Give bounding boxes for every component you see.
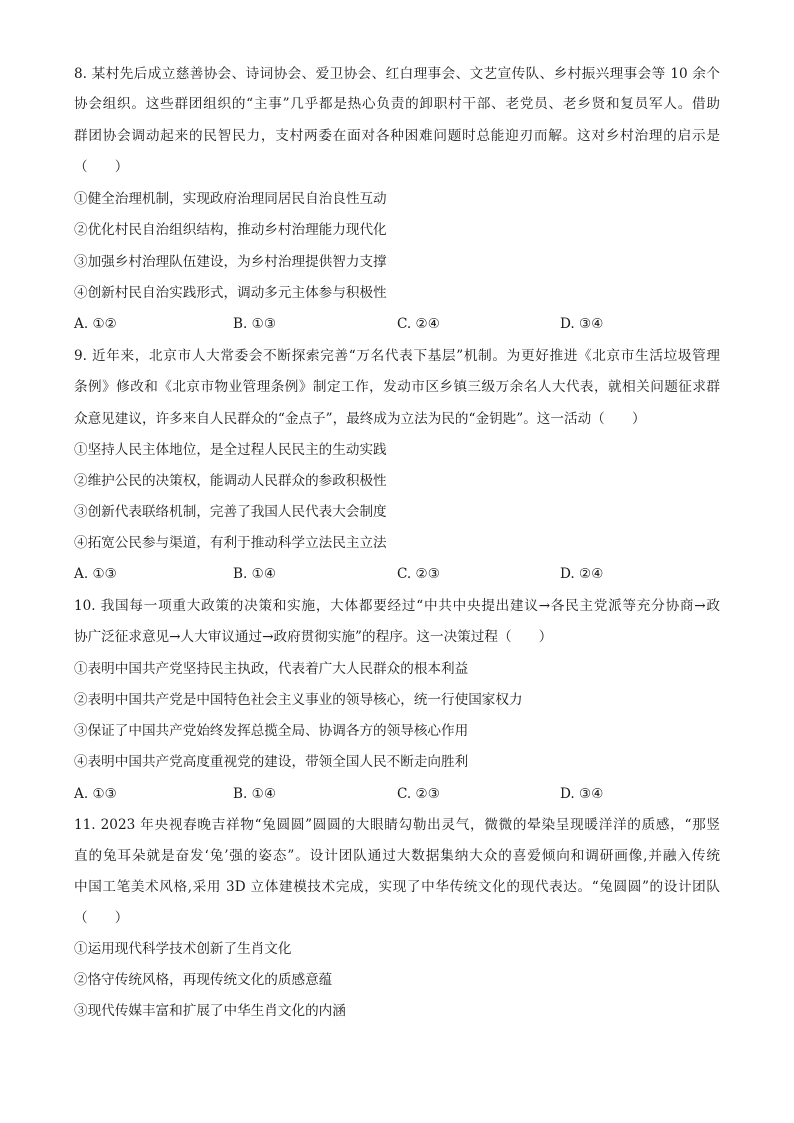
option-b[interactable]: B. ①④ [233,786,277,802]
question-stem-line: 众意见建议，许多来自人民群众的“金点子”，最终成为立法为民的“金钥匙”。这一活动（ ） [74,411,646,427]
option-a[interactable]: A. ①② [74,316,117,332]
statement-2: ②维护公民的决策权，能调动人民群众的参政积极性 [74,473,387,489]
statement-2: ②恪守传统风格，再现传统文化的质感意蕴 [74,972,333,988]
option-d[interactable]: D. ③④ [560,316,604,332]
question-stem-line: 直的兔耳朵就是奋发‘兔’强的姿态”。设计团队通过大数据集纳大众的喜爱倾向和调研画像,并融入传统 [74,848,720,864]
option-b[interactable]: B. ①③ [233,316,277,332]
statement-3: ③现代传媒丰富和扩展了中华生肖文化的内涵 [74,1003,346,1019]
answer-blank: （ ） [74,910,129,926]
question-stem-line: 11. 2023 年央视春晚吉祥物“兔圆圆”圆圆的大眼睛勾勒出灵气，微微的晕染呈现暖洋洋的质感，“那竖 [74,817,720,833]
answer-options [74,564,734,584]
option-a[interactable]: A. ①③ [74,566,117,582]
statement-4: ④创新村民自治实践形式，调动多元主体参与积极性 [74,285,387,301]
statement-1: ①表明中国共产党坚持民主执政，代表着广大人民群众的根本利益 [74,661,469,677]
question-stem-line: 中国工笔美术风格,采用 3D 立体建模技术完成，实现了中华传统文化的现代表达。“兔圆圆”的设计团队 [74,879,720,895]
question-stem-line: 条例》修改和《北京市物业管理条例》制定工作，发动市区乡镇三级万余名人大代表，就相关问题征求群 [74,379,720,395]
statement-1: ①运用现代科学技术创新了生肖文化 [74,941,292,957]
answer-blank: （ ） [74,159,129,175]
option-c[interactable]: C. ②③ [397,786,440,802]
question-stem-line: 10. 我国每一项重大政策的决策和实施，大体都要经过“中共中央提出建议→各民主党派等充分协商→政 [74,598,720,614]
question-stem-line: 群团协会调动起来的民智民力，支村两委在面对各种困难问题时总能迎刃而解。这对乡村治理的启示是 [74,128,720,144]
statement-3: ③保证了中国共产党始终发挥总揽全局、协调各方的领导核心作用 [74,723,469,739]
statement-4: ④拓宽公民参与渠道，有利于推动科学立法民主立法 [74,535,387,551]
answer-options [74,314,734,334]
statement-1: ①坚持人民主体地位，是全过程人民民主的生动实践 [74,442,387,458]
option-d[interactable]: D. ②④ [560,566,604,582]
statement-4: ④表明中国共产党高度重视党的建设，带领全国人民不断走向胜利 [74,754,469,770]
option-d[interactable]: D. ③④ [560,786,604,802]
option-b[interactable]: B. ①④ [233,566,277,582]
statement-3: ③加强乡村治理队伍建设，为乡村治理提供智力支撑 [74,254,387,270]
statement-1: ①健全治理机制，实现政府治理同居民自治良性互动 [74,191,387,207]
option-a[interactable]: A. ①③ [74,786,117,802]
answer-options [74,784,734,804]
statement-2: ②优化村民自治组织结构，推动乡村治理能力现代化 [74,222,387,238]
question-stem-line: 9. 近年来，北京市人大常委会不断探索完善“万名代表下基层”机制。为更好推进《北京市生活垃圾管理 [74,348,720,364]
option-c[interactable]: C. ②③ [397,566,440,582]
question-stem-line: 协广泛征求意见→人大审议通过→政府贯彻实施”的程序。这一决策过程（ ） [74,629,553,645]
question-stem-line: 协会组织。这些群团组织的“主事”几乎都是热心负责的卸职村干部、老党员、老乡贤和复员军人。借助 [74,96,720,112]
question-stem-line: 8. 某村先后成立慈善协会、诗词协会、爱卫协会、红白理事会、文艺宣传队、乡村振兴理事会等 10 余个 [74,66,720,82]
statement-2: ②表明中国共产党是中国特色社会主义事业的领导核心，统一行使国家权力 [74,692,523,708]
statement-3: ③创新代表联络机制，完善了我国人民代表大会制度 [74,504,387,520]
option-c[interactable]: C. ②④ [397,316,440,332]
